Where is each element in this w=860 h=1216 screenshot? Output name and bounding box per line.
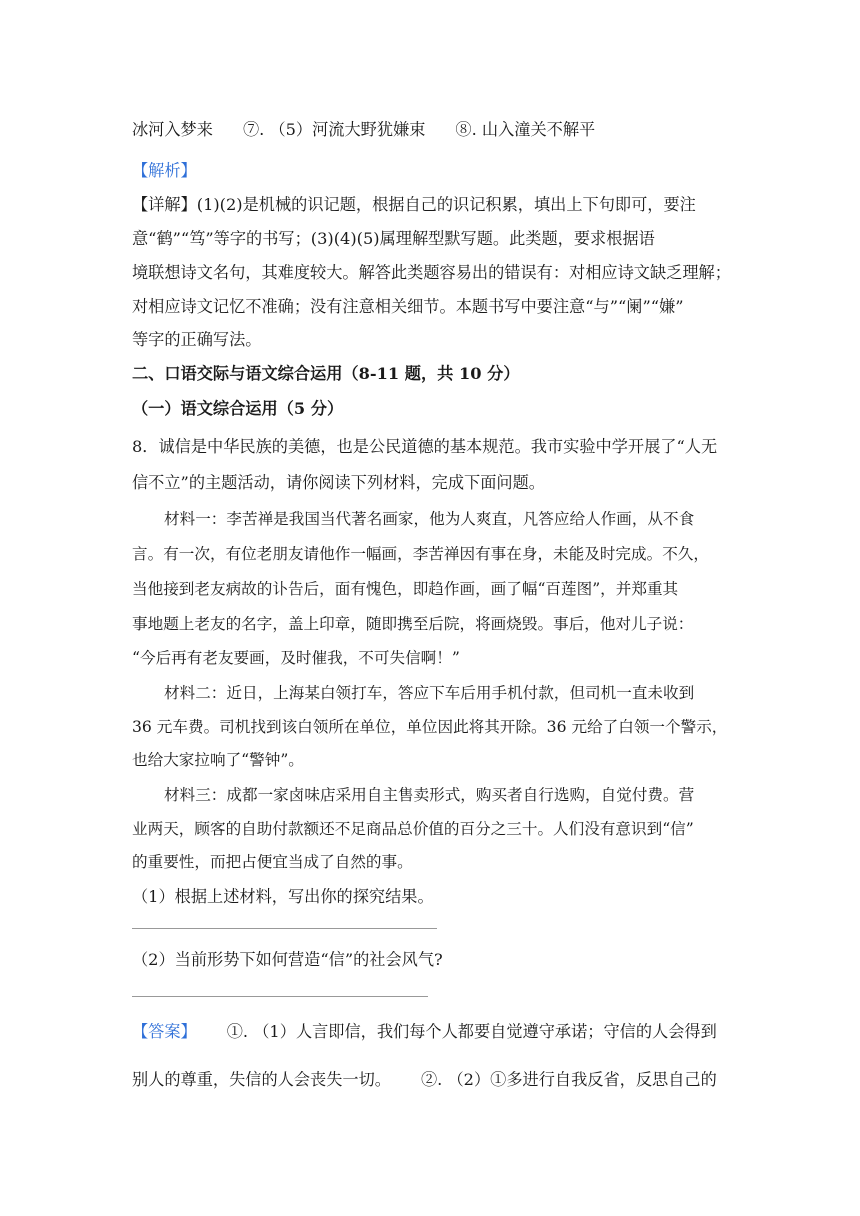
sub-question-1: （1）根据上述材料，写出你的探究结果。: [132, 887, 434, 906]
question-8-line: 信不立”的主题活动，请你阅读下列材料，完成下面问题。: [132, 473, 545, 492]
material-3-line: 业两天，顾客的自助付款额还不足商品总价值的百分之三十。人们没有意识到“信”: [132, 820, 694, 838]
previous-answer-line: [132, 116, 595, 140]
material-2-line: 也给大家拉响了“警钟”。: [132, 751, 304, 769]
answer-fragment: ⑧. 山入潼关不解平: [455, 120, 596, 139]
analysis-tag: 【解析】: [132, 161, 197, 180]
material-1-line: 言。有一次，有位老朋友请他作一幅画，李苦禅因有事在身，未能及时完成。不久，: [132, 545, 709, 563]
material-1-line: “今后再有老友要画，及时催我，不可失信啊！”: [132, 649, 460, 667]
answer-line: [132, 1066, 717, 1090]
material-3-line: 的重要性，而把占便宜当成了自然的事。: [132, 853, 413, 871]
material-1-line: 当他接到老友病故的讣告后，面有愧色，即趋作画，画了幅“百莲图”，并郑重其: [132, 580, 679, 598]
detail-line: 对相应诗文记忆不准确；没有注意相关细节。本题书写中要注意“与”“阑”“嫌”: [132, 297, 684, 316]
detail-line: 意“鹤”“笃”等字的书写；(3)(4)(5)属理解型默写题。此类题，要求根据语: [132, 229, 655, 248]
question-8-line: 8．诚信是中华民族的美德，也是公民道德的基本规范。我市实验中学开展了“人无: [132, 437, 718, 456]
sub-question-2: （2）当前形势下如何营造“信”的社会风气?: [132, 950, 443, 969]
material-1-line: 材料一：李苦禅是我国当代著名画家，他为人爽直，凡答应给人作画，从不食: [164, 510, 695, 528]
answer-text: ①. （1）人言即信，我们每个人都要自觉遵守承诺；守信的人会得到: [226, 1022, 717, 1041]
detail-line: [132, 191, 696, 215]
answer-line: [132, 1018, 717, 1042]
material-2-line: 36 元车费。司机找到该白领所在单位，单位因此将其开除。36 元给了白领一个警示，: [132, 718, 728, 736]
material-2-line: 材料二：近日，上海某白领打车，答应下车后用手机付款，但司机一直未收到: [164, 684, 695, 702]
material-3-line: 材料三：成都一家卤味店采用自主售卖形式，购买者自行选购，自觉付费。营: [164, 786, 695, 804]
answer-text: ②. （2）①多进行自我反省，反思自己的: [421, 1070, 717, 1089]
detail-line: 境联想诗文名句，其难度较大。解答此类题容易出的错误有：对相应诗文缺乏理解；: [132, 263, 731, 282]
answer-blank-line: [132, 928, 437, 929]
detail-tag: 【详解】: [132, 195, 197, 214]
section-title: 二、口语交际与语文综合运用（8-11 题，共 10 分）: [132, 364, 520, 383]
answer-fragment: 冰河入梦来: [132, 120, 213, 139]
detail-line: 等字的正确写法。: [132, 330, 262, 349]
answer-tag: 【答案】: [132, 1022, 197, 1041]
material-1-line: 事地题上老友的名字，盖上印章，随即携至后院，将画烧毁。事后，他对儿子说：: [132, 615, 694, 633]
subsection-title: （一）语文综合运用（5 分）: [132, 399, 344, 418]
detail-text: (1)(2)是机械的识记题，根据自己的识记积累，填出上下句即可，要注: [196, 195, 696, 214]
answer-text: 别人的尊重，失信的人会丧失一切。: [132, 1070, 391, 1089]
answer-fragment: ⑦. （5）河流大野犹嫌束: [242, 120, 426, 139]
answer-blank-line: [132, 996, 428, 997]
